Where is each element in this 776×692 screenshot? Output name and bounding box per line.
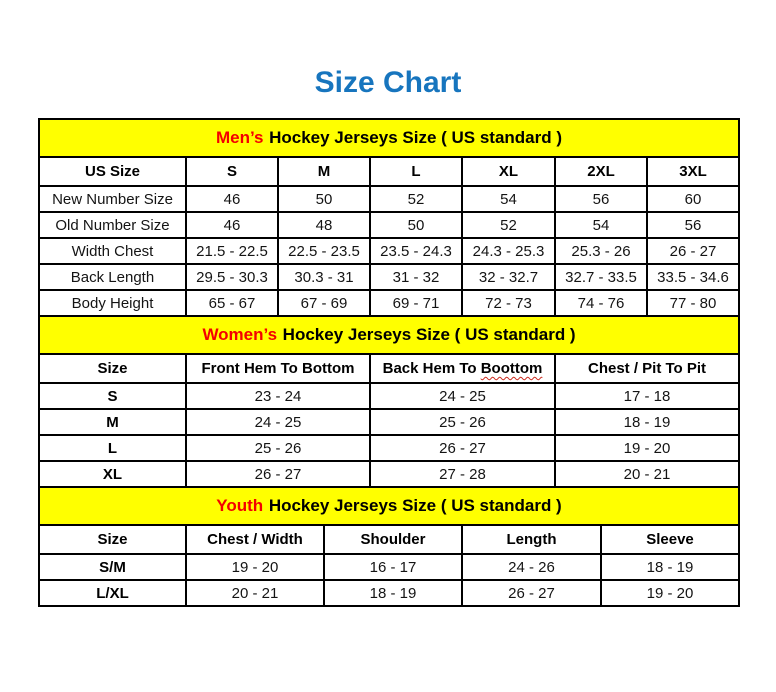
size-value-cell: 26 - 27 <box>647 238 739 264</box>
mens-size-table <box>38 118 740 317</box>
youth-banner <box>39 487 739 525</box>
size-value-cell: 77 - 80 <box>647 290 739 316</box>
row-label: Old Number Size <box>39 212 186 238</box>
size-value-cell: 19 - 20 <box>601 580 739 606</box>
column-header-back-hem <box>370 354 555 383</box>
size-value-cell: 48 <box>278 212 370 238</box>
size-value-cell: 25 - 26 <box>370 409 555 435</box>
size-value-cell: 56 <box>555 186 647 212</box>
column-header-l: L <box>370 157 462 186</box>
page-title: Size Chart <box>314 66 462 99</box>
size-value-cell: 23 - 24 <box>186 383 370 409</box>
size-value-cell: 29.5 - 30.3 <box>186 264 278 290</box>
back-hem-label-misspelled-word: Boottom <box>480 360 543 377</box>
size-value-cell: 16 - 17 <box>324 554 462 580</box>
size-value-cell: 24 - 26 <box>462 554 601 580</box>
youth-banner-accent: Youth <box>216 496 264 515</box>
row-label: L <box>39 435 186 461</box>
column-header-size: Size <box>39 354 186 383</box>
youth-header-row <box>39 525 739 554</box>
row-label: New Number Size <box>39 186 186 212</box>
size-value-cell: 17 - 18 <box>555 383 739 409</box>
column-header-xl: XL <box>462 157 555 186</box>
column-header-3xl: 3XL <box>647 157 739 186</box>
size-value-cell: 72 - 73 <box>462 290 555 316</box>
row-label: XL <box>39 461 186 487</box>
row-label: S/M <box>39 554 186 580</box>
column-header-size: Size <box>39 525 186 554</box>
mens-banner-text: Hockey Jerseys Size ( US standard ) <box>269 128 563 147</box>
size-tables-container <box>38 118 738 607</box>
size-value-cell: 31 - 32 <box>370 264 462 290</box>
size-value-cell: 18 - 19 <box>555 409 739 435</box>
size-value-cell: 26 - 27 <box>462 580 601 606</box>
back-hem-label-prefix: Back Hem To <box>382 360 481 377</box>
table-row-youth-lxl <box>39 580 739 606</box>
size-value-cell: 33.5 - 34.6 <box>647 264 739 290</box>
size-value-cell: 69 - 71 <box>370 290 462 316</box>
table-row-width-chest <box>39 238 739 264</box>
column-header-s: S <box>186 157 278 186</box>
mens-banner-row <box>39 119 739 157</box>
mens-header-row <box>39 157 739 186</box>
table-row-back-length <box>39 264 739 290</box>
size-value-cell: 26 - 27 <box>186 461 370 487</box>
size-value-cell: 22.5 - 23.5 <box>278 238 370 264</box>
size-value-cell: 24.3 - 25.3 <box>462 238 555 264</box>
womens-banner-row <box>39 316 739 354</box>
column-header-chest-pit: Chest / Pit To Pit <box>555 354 739 383</box>
size-value-cell: 20 - 21 <box>186 580 324 606</box>
size-value-cell: 26 - 27 <box>370 435 555 461</box>
size-value-cell: 56 <box>647 212 739 238</box>
size-value-cell: 27 - 28 <box>370 461 555 487</box>
row-label: S <box>39 383 186 409</box>
size-value-cell: 46 <box>186 212 278 238</box>
table-row-womens-xl <box>39 461 739 487</box>
size-value-cell: 25.3 - 26 <box>555 238 647 264</box>
size-value-cell: 21.5 - 22.5 <box>186 238 278 264</box>
size-value-cell: 25 - 26 <box>186 435 370 461</box>
size-value-cell: 24 - 25 <box>370 383 555 409</box>
size-value-cell: 74 - 76 <box>555 290 647 316</box>
size-value-cell: 32.7 - 33.5 <box>555 264 647 290</box>
size-value-cell: 67 - 69 <box>278 290 370 316</box>
table-row-womens-l <box>39 435 739 461</box>
size-value-cell: 54 <box>555 212 647 238</box>
column-header-sleeve: Sleeve <box>601 525 739 554</box>
womens-header-row <box>39 354 739 383</box>
size-value-cell: 32 - 32.7 <box>462 264 555 290</box>
row-label: Body Height <box>39 290 186 316</box>
size-value-cell: 60 <box>647 186 739 212</box>
column-header-us-size: US Size <box>39 157 186 186</box>
size-value-cell: 50 <box>278 186 370 212</box>
youth-size-table <box>38 486 740 607</box>
size-value-cell: 20 - 21 <box>555 461 739 487</box>
size-value-cell: 46 <box>186 186 278 212</box>
womens-banner-text: Hockey Jerseys Size ( US standard ) <box>282 325 576 344</box>
row-label: M <box>39 409 186 435</box>
row-label: Width Chest <box>39 238 186 264</box>
size-value-cell: 19 - 20 <box>186 554 324 580</box>
column-header-2xl: 2XL <box>555 157 647 186</box>
table-row-new-number-size <box>39 186 739 212</box>
row-label: Back Length <box>39 264 186 290</box>
column-header-m: M <box>278 157 370 186</box>
table-row-old-number-size <box>39 212 739 238</box>
size-value-cell: 19 - 20 <box>555 435 739 461</box>
youth-banner-row <box>39 487 739 525</box>
column-header-shoulder: Shoulder <box>324 525 462 554</box>
youth-banner-text: Hockey Jerseys Size ( US standard ) <box>268 496 562 515</box>
size-value-cell: 50 <box>370 212 462 238</box>
womens-size-table <box>38 315 740 488</box>
size-value-cell: 18 - 19 <box>601 554 739 580</box>
column-header-front-hem: Front Hem To Bottom <box>186 354 370 383</box>
table-row-womens-m <box>39 409 739 435</box>
mens-banner <box>39 119 739 157</box>
size-value-cell: 65 - 67 <box>186 290 278 316</box>
table-row-body-height <box>39 290 739 316</box>
column-header-length: Length <box>462 525 601 554</box>
size-value-cell: 30.3 - 31 <box>278 264 370 290</box>
table-row-womens-s <box>39 383 739 409</box>
size-value-cell: 23.5 - 24.3 <box>370 238 462 264</box>
size-value-cell: 18 - 19 <box>324 580 462 606</box>
column-header-chest-width: Chest / Width <box>186 525 324 554</box>
size-value-cell: 52 <box>462 212 555 238</box>
size-value-cell: 52 <box>370 186 462 212</box>
womens-banner <box>39 316 739 354</box>
womens-banner-accent: Women’s <box>202 325 278 344</box>
row-label: L/XL <box>39 580 186 606</box>
size-value-cell: 24 - 25 <box>186 409 370 435</box>
table-row-youth-sm <box>39 554 739 580</box>
size-value-cell: 54 <box>462 186 555 212</box>
mens-banner-accent: Men’s <box>215 128 264 147</box>
